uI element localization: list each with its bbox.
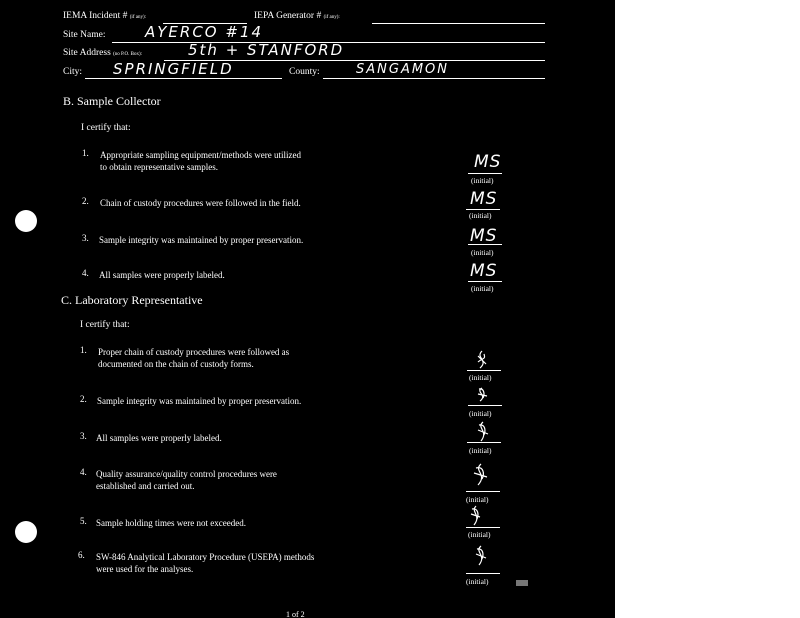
b-item-4-initials: MS	[470, 261, 498, 281]
c-item-4-signature	[470, 463, 492, 487]
c-item-5-signature	[468, 505, 484, 527]
b-item-2-initials: MS	[470, 189, 498, 209]
b-item-3-initials: MS	[470, 226, 498, 246]
c-item-6-num: 6.	[78, 550, 85, 560]
b-item-3-initial-line	[468, 244, 502, 245]
c-item-3-signature	[474, 421, 492, 443]
c-item-5-line-1: Sample holding times were not exceeded.	[96, 518, 246, 528]
c-item-6-line-2: were used for the analyses.	[96, 564, 194, 574]
b-item-2-line-1: Chain of custody procedures were followed in the field.	[100, 198, 301, 208]
generator-field-line	[372, 23, 545, 24]
site-address-value: 5th + STANFORD	[188, 41, 345, 59]
section-b-certify: I certify that:	[81, 123, 131, 133]
b-item-1-line-2: to obtain representative samples.	[100, 162, 218, 172]
c-item-2-line-1: Sample integrity was maintained by proper preservation.	[97, 396, 302, 406]
c-item-3-num: 3.	[80, 431, 87, 441]
c-item-6-initial-line	[466, 573, 500, 574]
section-c-certify: I certify that:	[80, 320, 130, 330]
county-field-line	[323, 78, 545, 79]
site-name-label: Site Name:	[63, 30, 106, 40]
b-item-4-num: 4.	[82, 268, 89, 278]
city-field-line	[85, 78, 282, 79]
c-item-1-num: 1.	[80, 345, 87, 355]
c-item-1-line-2: documented on the chain of custody forms.	[98, 359, 254, 369]
c-item-1-initial-line	[467, 370, 501, 371]
b-item-1-line-1: Appropriate sampling equipment/methods were utilized	[100, 150, 301, 160]
c-item-2-signature	[472, 386, 492, 404]
county-value: SANGAMON	[356, 62, 450, 77]
c-item-4-initial-line	[466, 491, 500, 492]
punch-hole-bottom	[15, 521, 37, 543]
c-item-4-line-2: established and carried out.	[96, 481, 195, 491]
c-item-1-initial-label: (initial)	[469, 373, 492, 382]
c-item-5-num: 5.	[80, 516, 87, 526]
b-item-1-initials: MS	[474, 152, 502, 172]
city-label: City:	[63, 67, 83, 77]
county-label: County:	[289, 67, 320, 77]
city-value: SPRINGFIELD	[113, 60, 234, 78]
c-item-3-line-1: All samples were properly labeled.	[96, 433, 222, 443]
b-item-3-num: 3.	[82, 233, 89, 243]
b-item-3-initial-label: (initial)	[471, 248, 494, 257]
c-item-1-line-1: Proper chain of custody procedures were followed as	[98, 347, 290, 357]
c-item-4-initial-label: (initial)	[466, 495, 489, 504]
site-address-label: Site Address (no P.O. Box):	[63, 48, 143, 58]
generator-label: IEPA Generator # (if any):	[254, 11, 340, 21]
c-item-6-initial-label: (initial)	[466, 577, 489, 586]
c-item-2-num: 2.	[80, 394, 87, 404]
section-b-title: B. Sample Collector	[63, 94, 161, 108]
incident-label: IEMA Incident # (if any):	[63, 11, 147, 21]
section-c-title: C. Laboratory Representative	[61, 293, 203, 307]
b-item-4-initial-label: (initial)	[471, 284, 494, 293]
b-item-1-num: 1.	[82, 148, 89, 158]
b-item-2-initial-label: (initial)	[469, 211, 492, 220]
b-item-4-initial-line	[468, 281, 502, 282]
scan-stamp-mark	[516, 580, 528, 586]
b-item-1-initial-line	[468, 173, 502, 174]
c-item-6-signature	[472, 545, 490, 567]
b-item-3-line-1: Sample integrity was maintained by proper preservation.	[99, 235, 304, 245]
site-name-value: AYERCO #14	[145, 23, 264, 41]
c-item-2-initial-line	[468, 405, 502, 406]
c-item-4-num: 4.	[80, 467, 87, 477]
b-item-2-initial-line	[466, 209, 500, 210]
c-item-2-initial-label: (initial)	[469, 409, 492, 418]
c-item-5-initial-line	[466, 527, 500, 528]
c-item-3-initial-label: (initial)	[469, 446, 492, 455]
b-item-4-line-1: All samples were properly labeled.	[99, 270, 225, 280]
b-item-1-initial-label: (initial)	[471, 176, 494, 185]
b-item-2-num: 2.	[82, 196, 89, 206]
page-number: 1 of 2	[286, 610, 305, 618]
c-item-6-line-1: SW-846 Analytical Laboratory Procedure (USEPA) methods	[96, 552, 315, 562]
punch-hole-top	[15, 210, 37, 232]
c-item-1-signature	[472, 350, 492, 370]
c-item-3-initial-line	[467, 442, 501, 443]
c-item-4-line-1: Quality assurance/quality control procedures were	[96, 469, 277, 479]
c-item-5-initial-label: (initial)	[468, 530, 491, 539]
